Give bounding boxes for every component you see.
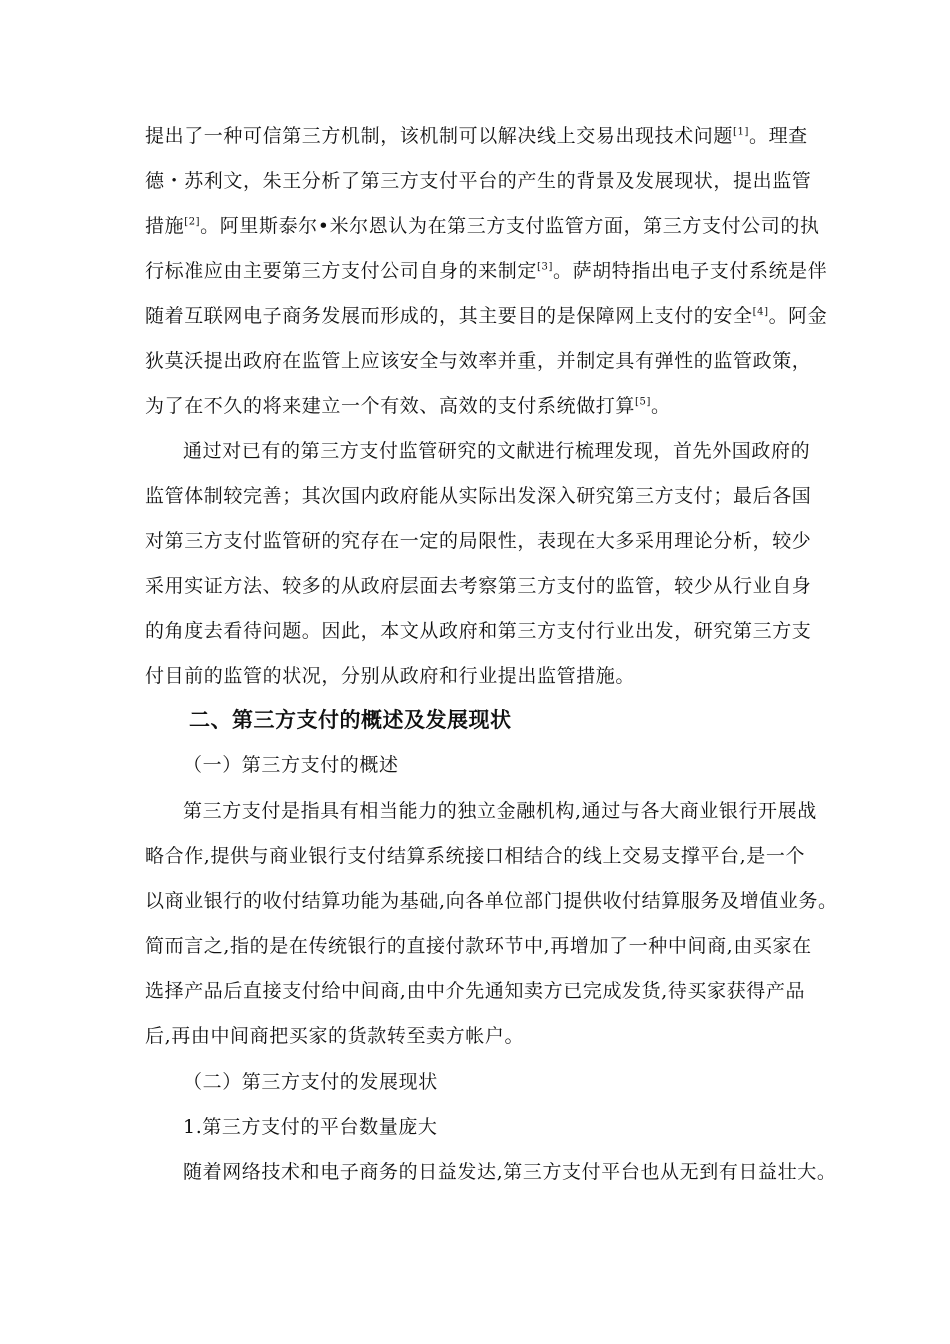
paragraph-line: 对第三方支付监管研的究存在一定的局限性，表现在大多采用理论分析，较少 [145,530,812,552]
citation[interactable]: [1] [733,126,749,138]
paragraph-line: 简而言之,指的是在传统银行的直接付款环节中,再增加了一种中间商,由买家在 [145,935,812,957]
paragraph-line: 的角度去看待问题。因此，本文从政府和第三方支付行业出发，研究第三方支 [145,620,812,642]
paragraph-line: 德・苏利文，朱王分析了第三方支付平台的产生的背景及发展现状，提出监管 [145,170,812,192]
paragraph-line: 后,再由中间商把买家的货款转至卖方帐户。 [145,1025,525,1047]
paragraph-line: 第三方支付是指具有相当能力的独立金融机构,通过与各大商业银行开展战 [183,800,817,822]
paragraph-line: 采用实证方法、较多的从政府层面去考察第三方支付的监管，较少从行业自身 [145,575,812,597]
paragraph-line: 行标准应由主要第三方支付公司自身的来制定[3]。萨胡特指出电子支付系统是伴 [145,260,828,282]
citation[interactable]: [4] [752,306,769,318]
paragraph-line: 通过对已有的第三方支付监管研究的文献进行梳理发现，首先外国政府的 [183,440,811,462]
subsection-title: （二）第三方支付的发展现状 [183,1071,438,1093]
paragraph-line: 付目前的监管的状况，分别从政府和行业提出监管措施。 [145,665,636,687]
list-item-title: 1.第三方支付的平台数量庞大 [183,1116,438,1138]
citation[interactable]: [3] [537,261,553,273]
citation[interactable]: [2] [184,216,201,228]
paragraph-line: 随着互联网电子商务发展而形成的，其主要目的是保障网上支付的安全[4]。阿金 [145,305,828,327]
citation[interactable]: [5] [635,396,651,408]
paragraph-line: 选择产品后直接支付给中间商,由中介先通知卖方已完成发货,待买家获得产品 [145,980,806,1002]
section-heading: 二、第三方支付的概述及发展现状 [189,708,512,732]
paragraph-line: 提出了一种可信第三方机制，该机制可以解决线上交易出现技术问题[1]。理查 [145,125,808,147]
paragraph-line: 为了在不久的将来建立一个有效、高效的支付系统做打算[5]。 [145,395,671,417]
paragraph-line: 略合作,提供与商业银行支付结算系统接口相结合的线上交易支撑平台,是一个 [145,845,806,867]
paragraph-line: 狄莫沃提出政府在监管上应该安全与效率并重，并制定具有弹性的监管政策， [145,350,812,372]
subsection-title: （一）第三方支付的概述 [183,754,399,776]
paragraph-line: 监管体制较完善；其次国内政府能从实际出发深入研究第三方支付；最后各国 [145,485,812,507]
paragraph-line: 措施[2]。阿里斯泰尔•米尔恩认为在第三方支付监管方面，第三方支付公司的执 [145,215,820,237]
paragraph-line: 以商业银行的收付结算功能为基础,向各单位部门提供收付结算服务及增值业务。 [145,890,838,912]
paragraph-line: 随着网络技术和电子商务的日益发达,第三方支付平台也从无到有日益壮大。 [183,1161,837,1183]
